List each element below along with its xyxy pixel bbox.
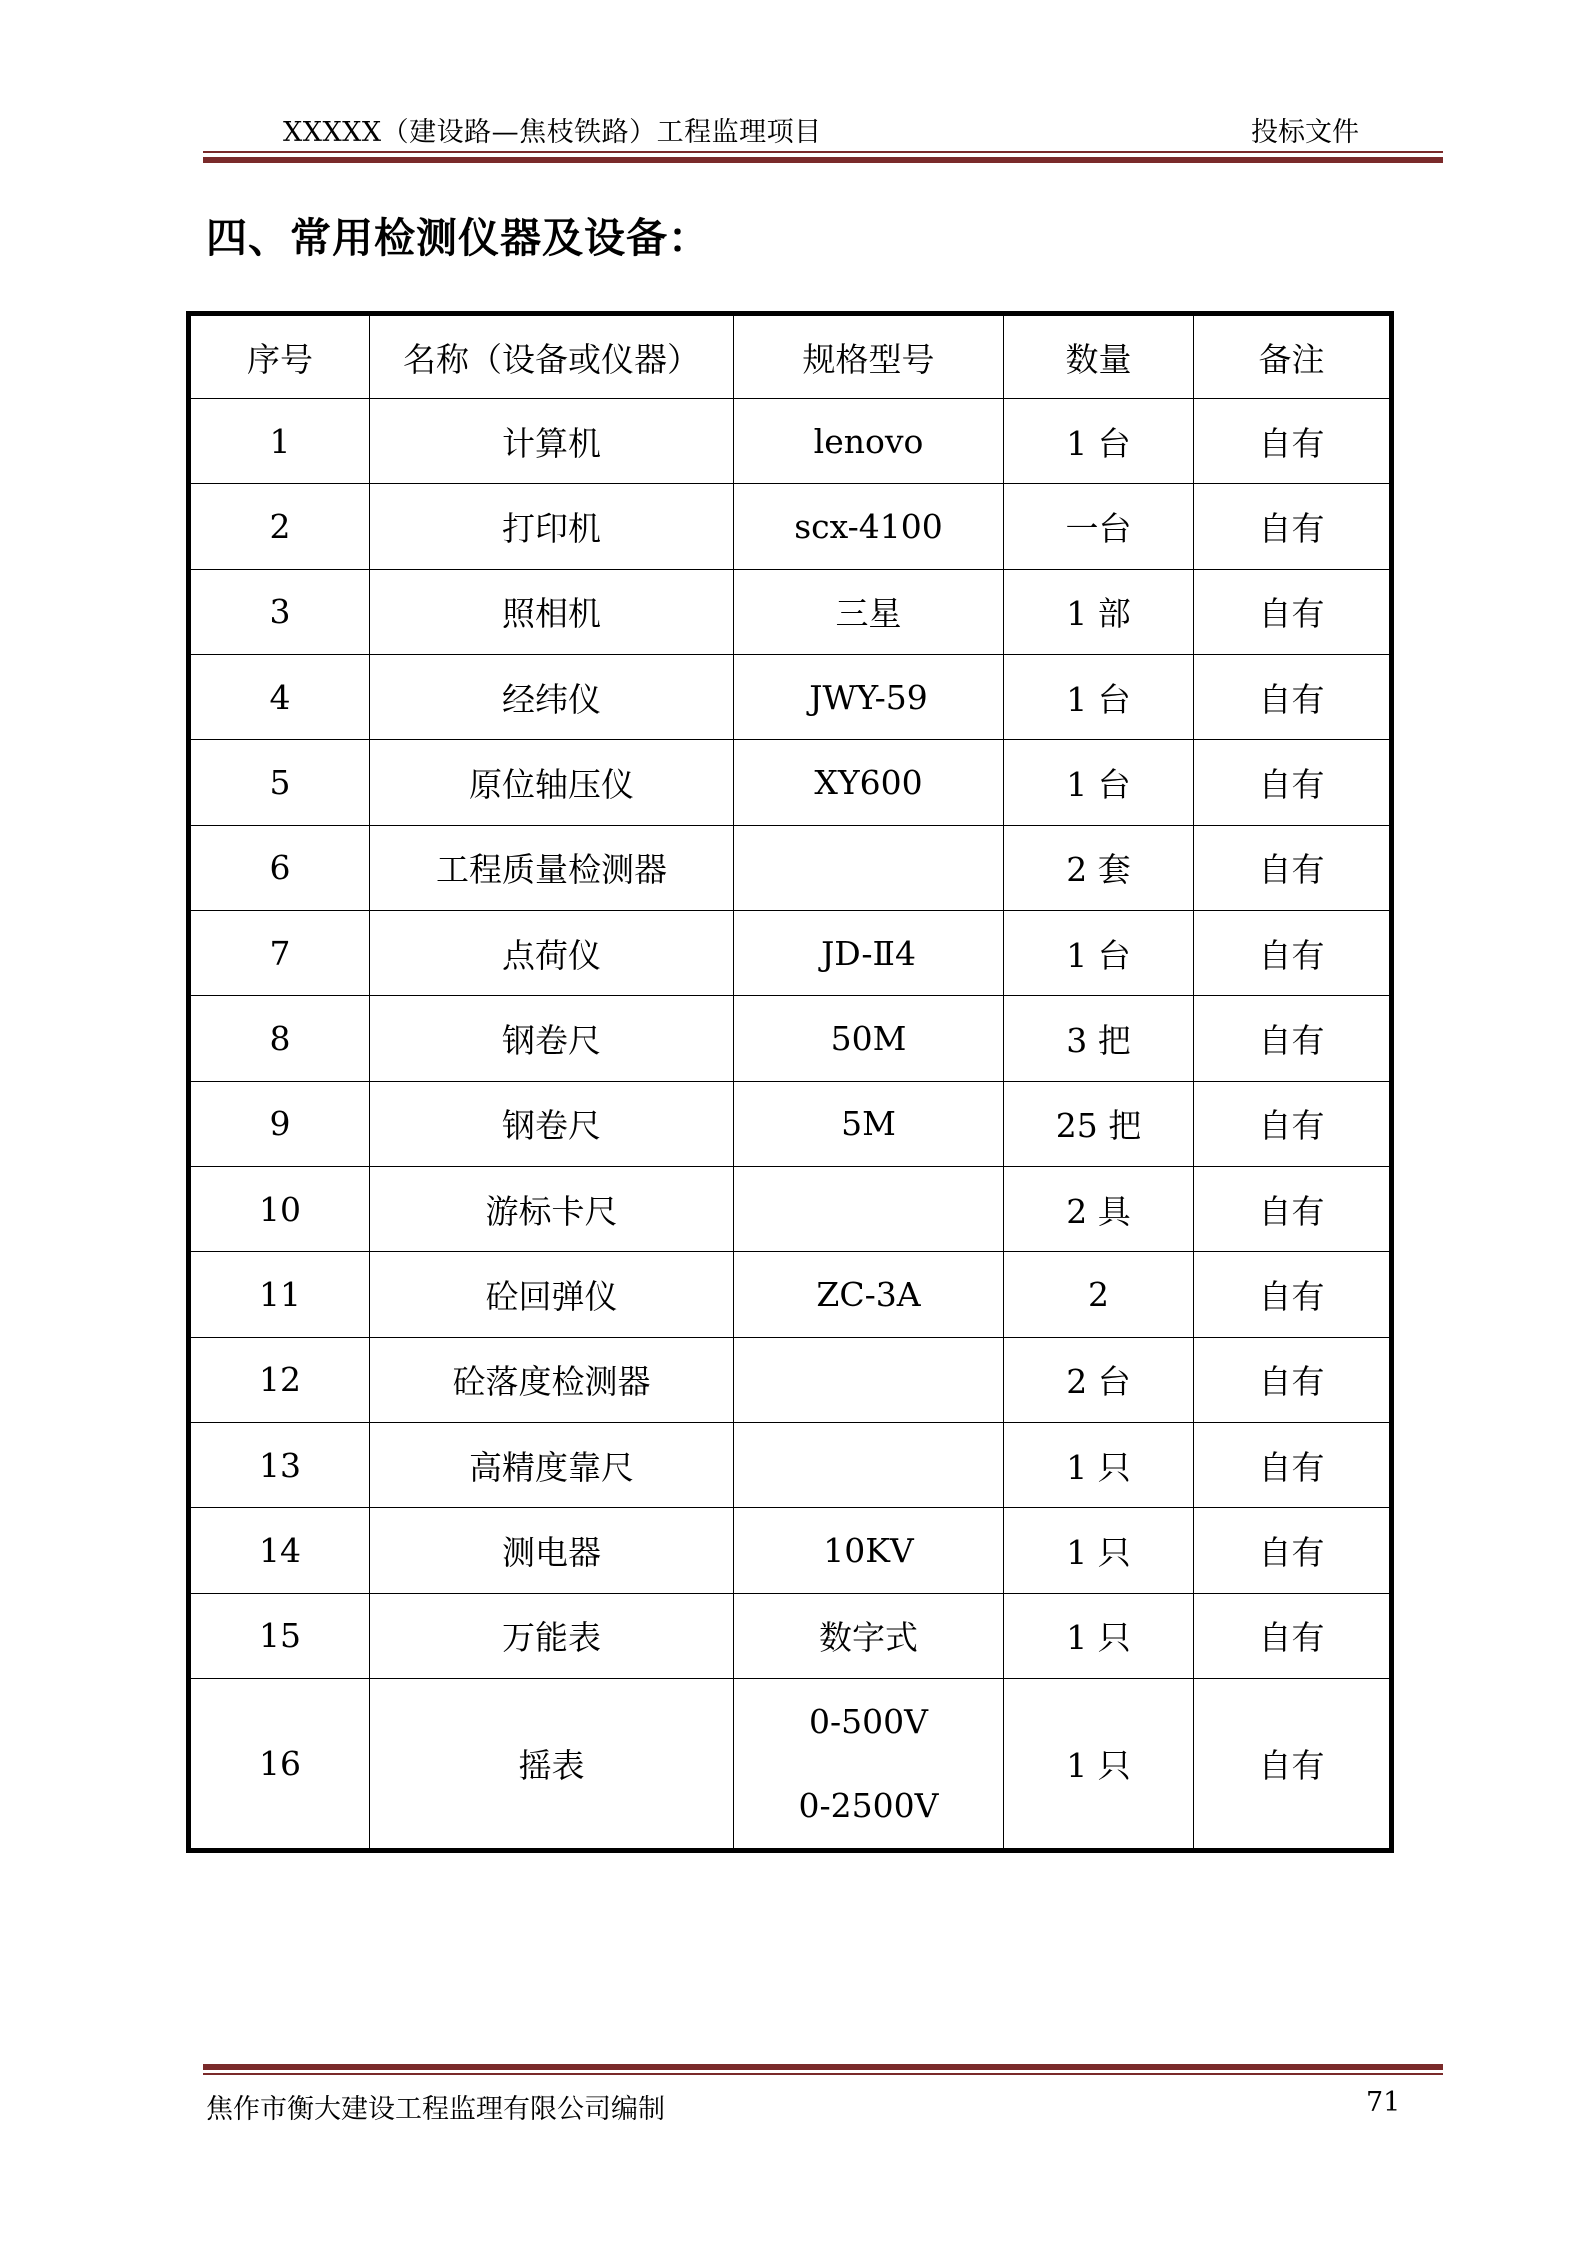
table-row bbox=[189, 1593, 1392, 1678]
table-row bbox=[189, 484, 1392, 569]
cell-no: 14 bbox=[189, 1508, 370, 1593]
cell-qty: 2 台 bbox=[1004, 1337, 1194, 1422]
cell-spec: JD-Ⅱ4 bbox=[734, 911, 1004, 996]
cell-spec: 数字式 bbox=[734, 1593, 1004, 1678]
cell-note: 自有 bbox=[1194, 1508, 1392, 1593]
cell-qty: 1 台 bbox=[1004, 399, 1194, 484]
table-row bbox=[189, 1252, 1392, 1337]
cell-name: 打印机 bbox=[370, 484, 734, 569]
section-heading: 四、常用检测仪器及设备： bbox=[206, 214, 710, 262]
cell-name: 测电器 bbox=[370, 1508, 734, 1593]
cell-qty: 3 把 bbox=[1004, 996, 1194, 1081]
footer-rule-thin bbox=[203, 2073, 1443, 2075]
cell-spec bbox=[734, 1679, 1004, 1851]
column-header-qty: 数量 bbox=[1004, 314, 1194, 399]
cell-no: 11 bbox=[189, 1252, 370, 1337]
cell-no: 10 bbox=[189, 1167, 370, 1252]
table-row bbox=[189, 825, 1392, 910]
table-row bbox=[189, 911, 1392, 996]
cell-spec: lenovo bbox=[734, 399, 1004, 484]
cell-note: 自有 bbox=[1194, 399, 1392, 484]
cell-note: 自有 bbox=[1194, 1337, 1392, 1422]
cell-name: 万能表 bbox=[370, 1593, 734, 1678]
table-row bbox=[189, 996, 1392, 1081]
cell-no: 2 bbox=[189, 484, 370, 569]
header-doc-type: 投标文件 bbox=[1251, 117, 1359, 148]
column-header-note: 备注 bbox=[1194, 314, 1392, 399]
cell-spec-line-2: 0-2500V bbox=[798, 1785, 939, 1825]
table-row bbox=[189, 1423, 1392, 1508]
cell-no: 3 bbox=[189, 569, 370, 654]
table-header-row bbox=[189, 314, 1392, 399]
cell-spec bbox=[734, 1337, 1004, 1422]
cell-no: 13 bbox=[189, 1423, 370, 1508]
cell-note: 自有 bbox=[1194, 1679, 1392, 1851]
cell-no: 12 bbox=[189, 1337, 370, 1422]
cell-qty: 1 只 bbox=[1004, 1508, 1194, 1593]
cell-spec: JWY-59 bbox=[734, 655, 1004, 740]
cell-qty: 1 台 bbox=[1004, 911, 1194, 996]
cell-no: 16 bbox=[189, 1679, 370, 1851]
cell-note: 自有 bbox=[1194, 1593, 1392, 1678]
cell-note: 自有 bbox=[1194, 996, 1392, 1081]
cell-qty: 2 bbox=[1004, 1252, 1194, 1337]
cell-no: 9 bbox=[189, 1081, 370, 1166]
cell-qty: 1 部 bbox=[1004, 569, 1194, 654]
table-row bbox=[189, 399, 1392, 484]
cell-qty: 25 把 bbox=[1004, 1081, 1194, 1166]
cell-name: 高精度靠尺 bbox=[370, 1423, 734, 1508]
footer-company: 焦作市衡大建设工程监理有限公司编制 bbox=[206, 2094, 665, 2125]
cell-qty: 2 具 bbox=[1004, 1167, 1194, 1252]
cell-spec bbox=[734, 825, 1004, 910]
cell-name: 砼落度检测器 bbox=[370, 1337, 734, 1422]
table-row bbox=[189, 1081, 1392, 1166]
cell-spec: ZC-3A bbox=[734, 1252, 1004, 1337]
cell-note: 自有 bbox=[1194, 484, 1392, 569]
table-row bbox=[189, 1508, 1392, 1593]
cell-note: 自有 bbox=[1194, 1423, 1392, 1508]
cell-note: 自有 bbox=[1194, 1167, 1392, 1252]
footer-rule-thick bbox=[203, 2064, 1443, 2070]
table-row bbox=[189, 740, 1392, 825]
cell-note: 自有 bbox=[1194, 1081, 1392, 1166]
cell-no: 1 bbox=[189, 399, 370, 484]
cell-spec: 50M bbox=[734, 996, 1004, 1081]
cell-name: 原位轴压仪 bbox=[370, 740, 734, 825]
cell-no: 15 bbox=[189, 1593, 370, 1678]
cell-note: 自有 bbox=[1194, 1252, 1392, 1337]
cell-spec: 10KV bbox=[734, 1508, 1004, 1593]
table-row bbox=[189, 1167, 1392, 1252]
cell-note: 自有 bbox=[1194, 569, 1392, 654]
cell-no: 8 bbox=[189, 996, 370, 1081]
cell-name: 经纬仪 bbox=[370, 655, 734, 740]
page-number: 71 bbox=[1366, 2087, 1401, 2118]
table-row bbox=[189, 655, 1392, 740]
equipment-table bbox=[186, 311, 1394, 1853]
cell-name: 砼回弹仪 bbox=[370, 1252, 734, 1337]
header-rule-thick bbox=[203, 157, 1443, 163]
cell-name: 工程质量检测器 bbox=[370, 825, 734, 910]
cell-note: 自有 bbox=[1194, 825, 1392, 910]
cell-note: 自有 bbox=[1194, 740, 1392, 825]
table-row bbox=[189, 569, 1392, 654]
cell-spec-line-1: 0-500V bbox=[809, 1701, 928, 1741]
header-title: XXXXX（建设路—焦枝铁路）工程监理项目 bbox=[283, 117, 822, 148]
column-header-spec: 规格型号 bbox=[734, 314, 1004, 399]
header-rule-thin bbox=[203, 151, 1443, 153]
cell-spec bbox=[734, 1423, 1004, 1508]
cell-spec: 5M bbox=[734, 1081, 1004, 1166]
table-row bbox=[189, 1679, 1392, 1851]
cell-spec: XY600 bbox=[734, 740, 1004, 825]
cell-no: 4 bbox=[189, 655, 370, 740]
cell-qty: 1 台 bbox=[1004, 740, 1194, 825]
cell-spec bbox=[734, 1167, 1004, 1252]
cell-qty: 一台 bbox=[1004, 484, 1194, 569]
cell-qty: 1 台 bbox=[1004, 655, 1194, 740]
cell-name: 计算机 bbox=[370, 399, 734, 484]
cell-spec: 三星 bbox=[734, 569, 1004, 654]
cell-note: 自有 bbox=[1194, 911, 1392, 996]
column-header-no: 序号 bbox=[189, 314, 370, 399]
cell-name: 照相机 bbox=[370, 569, 734, 654]
cell-qty: 2 套 bbox=[1004, 825, 1194, 910]
cell-spec: scx-4100 bbox=[734, 484, 1004, 569]
cell-name: 钢卷尺 bbox=[370, 996, 734, 1081]
cell-name: 游标卡尺 bbox=[370, 1167, 734, 1252]
cell-qty: 1 只 bbox=[1004, 1423, 1194, 1508]
cell-note: 自有 bbox=[1194, 655, 1392, 740]
cell-name: 点荷仪 bbox=[370, 911, 734, 996]
cell-no: 7 bbox=[189, 911, 370, 996]
table-row bbox=[189, 1337, 1392, 1422]
cell-qty: 1 只 bbox=[1004, 1679, 1194, 1851]
cell-name: 摇表 bbox=[370, 1679, 734, 1851]
column-header-name: 名称（设备或仪器） bbox=[370, 314, 734, 399]
cell-no: 6 bbox=[189, 825, 370, 910]
cell-no: 5 bbox=[189, 740, 370, 825]
cell-name: 钢卷尺 bbox=[370, 1081, 734, 1166]
cell-qty: 1 只 bbox=[1004, 1593, 1194, 1678]
